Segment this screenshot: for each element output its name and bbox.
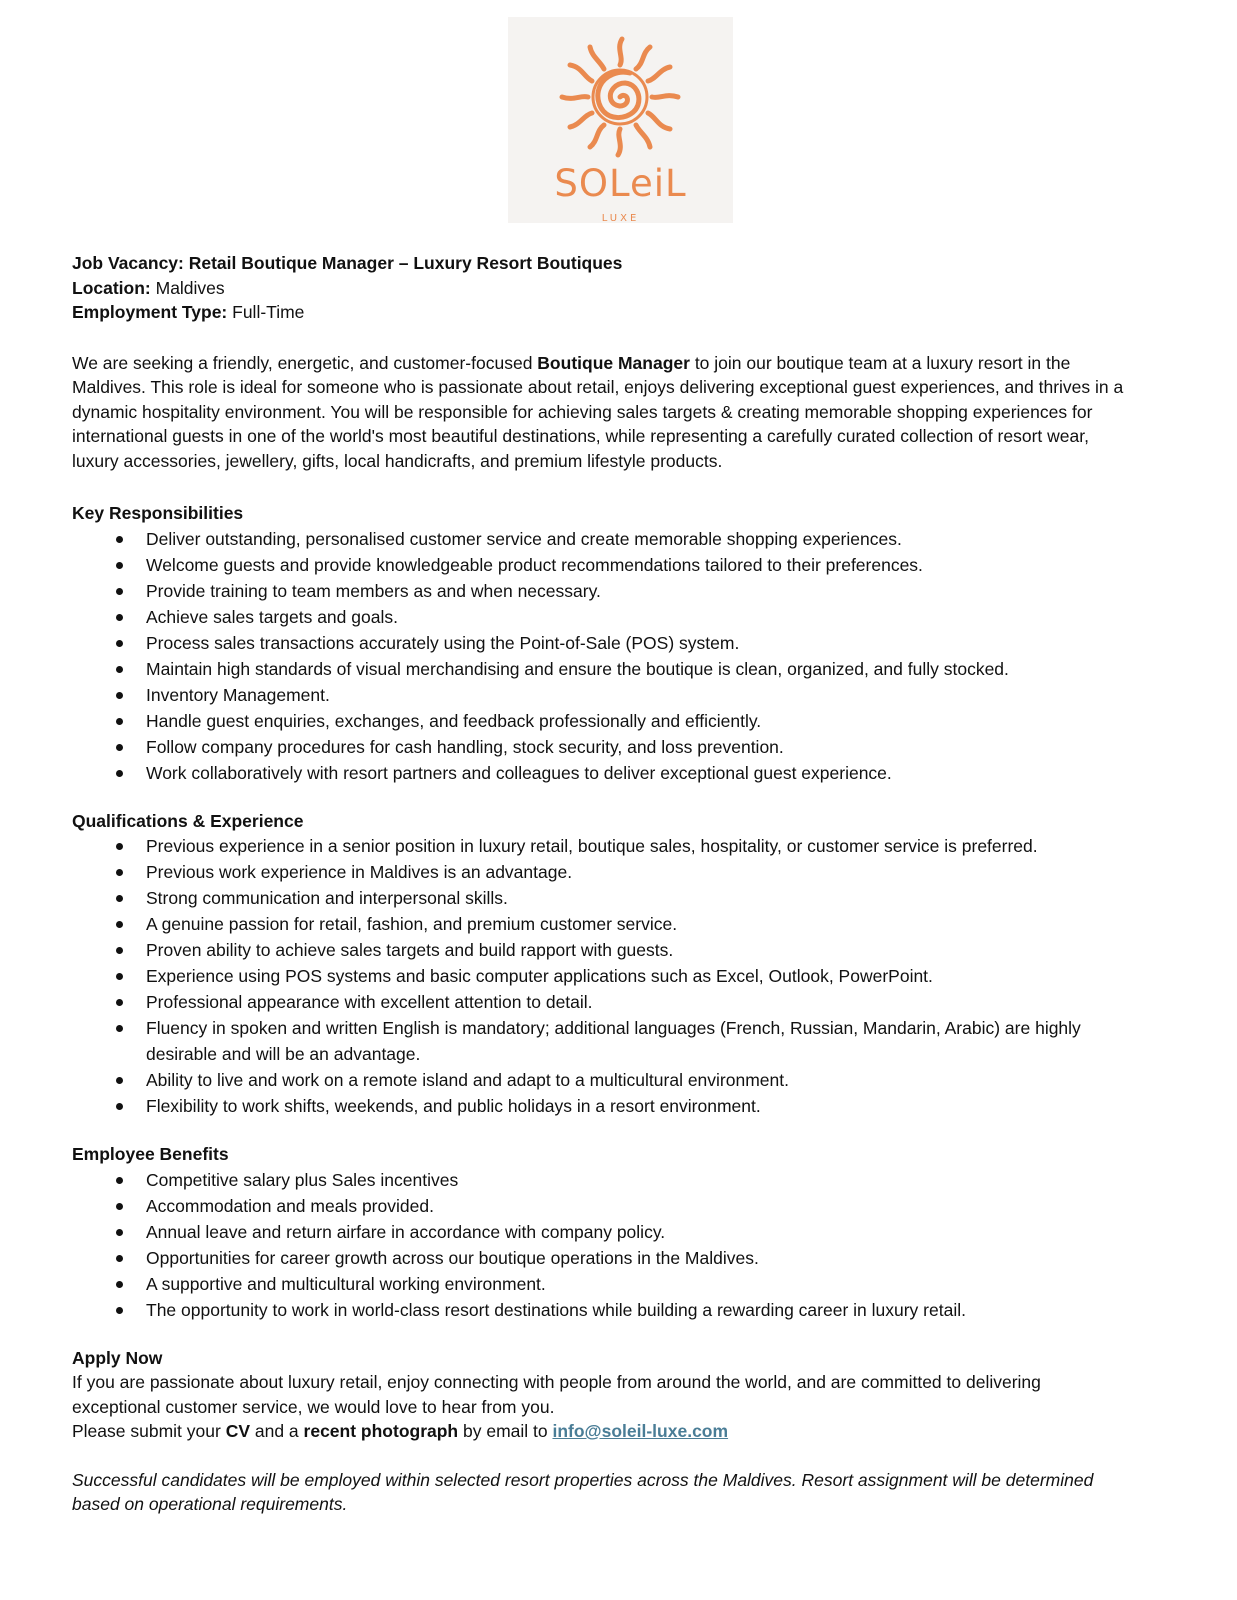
list-item: Work collaboratively with resort partners and colleagues to deliver exceptional guest experience.: [72, 760, 1172, 786]
list-item: The opportunity to work in world-class resort destinations while building a rewarding career in luxury retail.: [72, 1297, 1172, 1323]
list-item: Process sales transactions accurately using the Point-of-Sale (POS) system.: [72, 630, 1172, 656]
list-item: Fluency in spoken and written English is mandatory; additional languages (French, Russian, Mandarin, Arabic) are highly desirable and will be an advantage.: [72, 1015, 1172, 1067]
list-item: Follow company procedures for cash handling, stock security, and loss prevention.: [72, 734, 1172, 760]
list-item: Welcome guests and provide knowledgeable product recommendations tailored to their preferences.: [72, 552, 1172, 578]
list-item: Experience using POS systems and basic computer applications such as Excel, Outlook, PowerPoint.: [72, 963, 1172, 989]
list-item: Previous work experience in Maldives is an advantage.: [72, 859, 1172, 885]
benefits-list: [72, 1167, 1172, 1323]
email-link[interactable]: info@soleil-luxe.com: [552, 1421, 729, 1441]
list-item: Competitive salary plus Sales incentives: [72, 1167, 1172, 1193]
list-item: Strong communication and interpersonal skills.: [72, 885, 1172, 911]
employment-type: Employment Type: Full-Time: [72, 302, 305, 322]
list-item: Flexibility to work shifts, weekends, and public holidays in a resort environment.: [72, 1093, 1172, 1119]
list-item: Provide training to team members as and when necessary.: [72, 578, 1172, 604]
responsibilities-heading: Key Responsibilities: [72, 503, 244, 523]
list-item: Annual leave and return airfare in accordance with company policy.: [72, 1219, 1172, 1245]
benefits-heading: Employee Benefits: [72, 1144, 229, 1164]
intro-paragraph: We are seeking a friendly, energetic, and customer-focused Boutique Manager to join our boutique team at a luxury resort in the Maldives. This role is ideal for someone who is passionate about retail, enjoys delivering exceptional guest experiences, and thrives in a dynamic hospitality environment. You will be responsible for achieving sales targets & creating memorable shopping experiences for international guests in one of the world's most beautiful destinations, while representing a carefully curated collection of resort wear, luxury accessories, jewellery, gifts, local handicrafts, and premium lifestyle products.: [72, 352, 1124, 471]
logo-wordmark: SOLeiL: [554, 162, 687, 205]
apply-heading: Apply Now: [72, 1347, 163, 1368]
list-item: Achieve sales targets and goals.: [72, 604, 1172, 630]
list-item: Ability to live and work on a remote island and adapt to a multicultural environment.: [72, 1067, 1172, 1093]
job-posting: [72, 251, 1172, 1517]
list-item: Accommodation and meals provided.: [72, 1193, 1172, 1219]
list-item: Handle guest enquiries, exchanges, and feedback professionally and efficiently.: [72, 708, 1172, 734]
list-item: Previous experience in a senior position in luxury retail, boutique sales, hospitality, or customer service is preferred.: [72, 833, 1172, 859]
company-logo: [508, 17, 733, 223]
list-item: Opportunities for career growth across our boutique operations in the Maldives.: [72, 1245, 1172, 1271]
job-title: Job Vacancy: Retail Boutique Manager – Luxury Resort Boutiques: [72, 253, 623, 273]
list-item: A genuine passion for retail, fashion, and premium customer service.: [72, 911, 1172, 937]
list-item: A supportive and multicultural working environment.: [72, 1271, 1172, 1297]
qualifications-heading: Qualifications & Experience: [72, 810, 304, 831]
list-item: Maintain high standards of visual merchandising and ensure the boutique is clean, organized, and fully stocked.: [72, 656, 1172, 682]
logo-subtext: LUXE: [601, 213, 640, 224]
list-item: Professional appearance with excellent attention to detail.: [72, 989, 1172, 1015]
sun-spiral-icon: [508, 17, 733, 167]
list-item: Inventory Management.: [72, 682, 1172, 708]
job-location: Location: Maldives: [72, 277, 225, 298]
list-item: Deliver outstanding, personalised customer service and create memorable shopping experiences.: [72, 526, 1172, 552]
footer-note: Successful candidates will be employed within selected resort properties across the Maldives. Resort assignment will be determined based on operational requirements.: [72, 1469, 1094, 1514]
responsibilities-list: [72, 526, 1172, 786]
list-item: Proven ability to achieve sales targets and build rapport with guests.: [72, 937, 1172, 963]
qualifications-list: [72, 833, 1172, 1119]
apply-paragraph: If you are passionate about luxury retail, enjoy connecting with people from around the world, and are committed to delivering exceptional customer service, we would love to hear from you. Please submit your CV and a recent photograph by email to info@soleil-luxe.com: [72, 1372, 1041, 1441]
